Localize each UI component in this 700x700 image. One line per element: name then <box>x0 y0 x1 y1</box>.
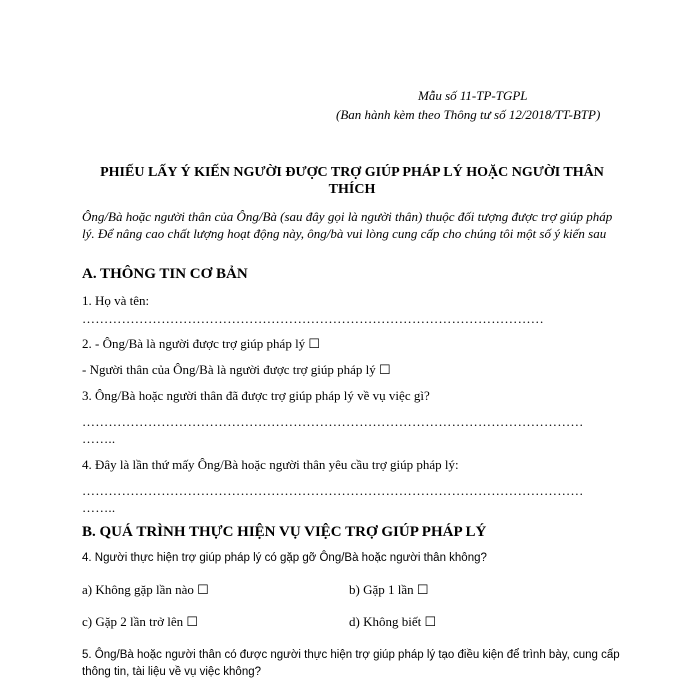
question-3-label: 3. Ông/Bà hoặc người thân đã được trợ giúp pháp lý về vụ việc gì? <box>82 388 430 403</box>
option-unknown[interactable]: d) Không biết ☐ <box>349 614 437 629</box>
intro-paragraph: Ông/Bà hoặc người thân của Ông/Bà (sau đây gọi là người thân) thuộc đối tượng được trợ giúp pháp lý. Để nâng cao chất lượng hoạt động này, ông/bà vui lòng cung cấp cho chúng tôi một số ý kiến sau <box>82 209 613 241</box>
section-a-heading: A. THÔNG TIN CƠ BẢN <box>82 266 248 282</box>
section-b-heading: B. QUÁ TRÌNH THỰC HIỆN VỤ VIỆC TRỢ GIÚP PHÁP LÝ <box>82 524 487 540</box>
question-3-answer-line-cont[interactable]: …….. <box>82 431 116 446</box>
question-4-answer-line-cont[interactable]: …….. <box>82 500 116 515</box>
section-b-question-4: 4. Người thực hiện trợ giúp pháp lý có gặp gỡ Ông/Bà hoặc người thân không? <box>82 552 487 564</box>
question-1-label: 1. Họ và tên: <box>82 293 150 308</box>
option-met-once[interactable]: b) Gặp 1 lần ☐ <box>349 582 429 597</box>
form-number: Mẫu số 11-TP-TGPL <box>418 88 528 103</box>
question-4-label: 4. Đây là lần thứ mấy Ông/Bà hoặc người thân yêu cầu trợ giúp pháp lý: <box>82 457 459 472</box>
question-2-option-self[interactable]: 2. - Ông/Bà là người được trợ giúp pháp lý ☐ <box>82 336 321 351</box>
question-1-answer-line[interactable]: …………………………………………………………………………………………… <box>82 311 544 326</box>
option-no-meeting[interactable]: a) Không gặp lần nào ☐ <box>82 582 209 597</box>
question-3-answer-line[interactable]: …………………………………………………………………………………………………… <box>82 414 584 429</box>
question-2-option-relative[interactable]: - Người thân của Ông/Bà là người được trợ giúp pháp lý ☐ <box>82 362 391 377</box>
question-4-answer-line[interactable]: …………………………………………………………………………………………………… <box>82 483 584 498</box>
issued-by-note: (Ban hành kèm theo Thông tư số 12/2018/TT-BTP) <box>336 107 601 122</box>
option-met-twice-or-more[interactable]: c) Gặp 2 lần trở lên ☐ <box>82 614 198 629</box>
document-title: PHIẾU LẤY Ý KIẾN NGƯỜI ĐƯỢC TRỢ GIÚP PHÁP LÝ HOẶC NGƯỜI THÂN THÍCH <box>100 165 604 197</box>
section-b-question-5: 5. Ông/Bà hoặc người thân có được người thực hiện trợ giúp pháp lý tạo điều kiện để trình bày, cung cấp thông tin, tài liệu về vụ việc không? <box>82 649 620 678</box>
